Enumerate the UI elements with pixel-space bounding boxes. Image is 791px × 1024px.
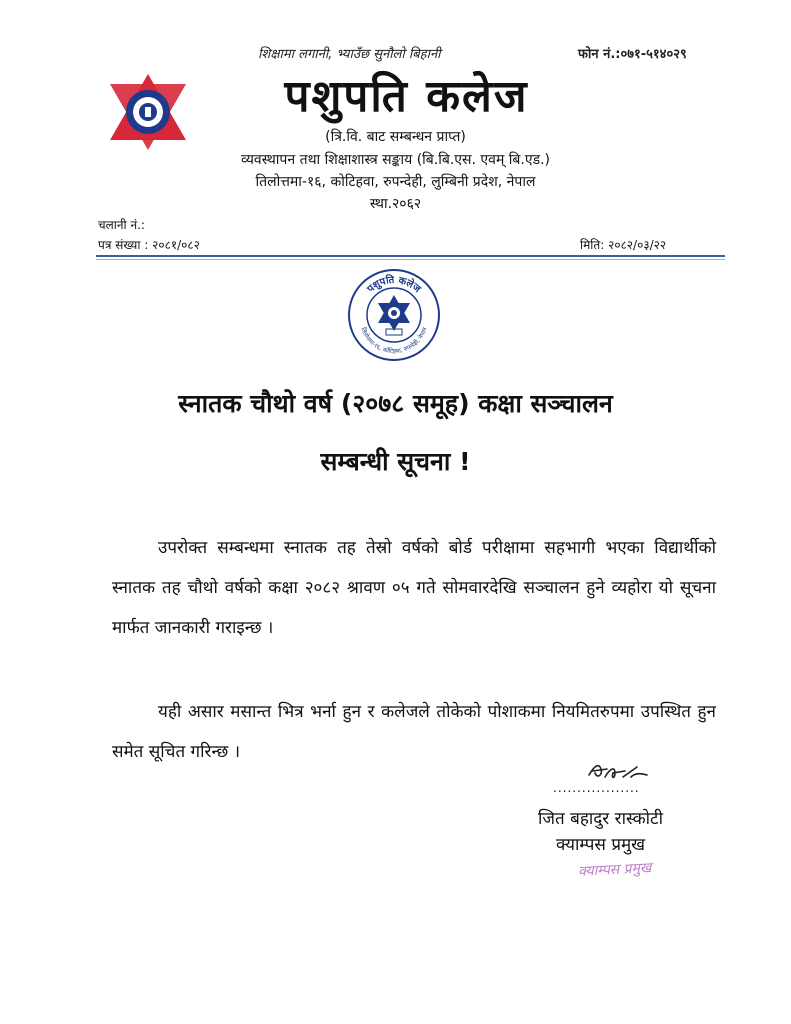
signature-dots: ..................: [553, 781, 640, 795]
svg-text:पशुपति कलेज: [365, 273, 423, 296]
phone-number: फोन नं.:०७१-५१४०२९: [578, 47, 687, 62]
notice-title-line2: सम्बन्धी सूचना !: [320, 447, 471, 476]
address-text: तिलोत्तमा-१६, कोटिहवा, रुपन्देही, लुम्बिनी प्रदेश, नेपाल: [255, 174, 536, 190]
signatory-role: क्याम्पस प्रमुख: [556, 835, 646, 855]
signatory-name: जित बहादुर रास्कोटी: [538, 809, 664, 829]
letter-number: पत्र संख्या : २०८१/०८२: [98, 238, 200, 252]
notice-paragraph-2: यही असार मसान्त भित्र भर्ना हुन र कलेजले तोकेको पोशाकमा नियमितरुपमा उपस्थित हुन समेत सूचित गरिन्छ ।: [112, 702, 716, 762]
notice-title-line1: स्नातक चौथो वर्ष (२०७८ समूह) कक्षा सञ्चालन: [178, 389, 613, 418]
established-text: स्था.२०६२: [369, 196, 422, 212]
chalani-number: चलानी नं.:: [98, 218, 145, 232]
faculty-text: व्यवस्थापन तथा शिक्षाशास्त्र सङ्काय (बि.बि.एस. एवम् बि.एड.): [241, 152, 550, 168]
college-seal-icon: [346, 267, 442, 363]
official-stamp: क्याम्पस प्रमुख: [577, 860, 652, 880]
header-divider: [96, 255, 725, 257]
header-divider-thin: [96, 259, 725, 260]
letter-date: मिति: २०८२/०३/२२: [580, 238, 667, 252]
notice-paragraph-1: उपरोक्त सम्बन्धमा स्नातक तह तेस्रो वर्षको बोर्ड परीक्षामा सहभागी भएका विद्यार्थीको स्नातक तह चौथो वर्षको कक्षा २०८२ श्रावण ०५ गते सोमवारदेखि सञ्चालन हुने व्यहोरा यो सूचना मार्फत जानकारी गराइन्छ ।: [112, 538, 716, 638]
affiliation-text: (त्रि.वि. बाट सम्बन्धन प्राप्त): [325, 129, 466, 145]
college-motto: शिक्षामा लगानी, भ्याउँछ सुनौलो बिहानी: [258, 47, 441, 62]
seal-top-text: पशुपति कलेज: [365, 274, 423, 296]
college-name: पशुपति कलेज: [284, 71, 529, 122]
seal-bottom-text: तिलोत्तमा-१६, कोटिहवा, रुपन्देही, नेपाल: [359, 326, 429, 356]
